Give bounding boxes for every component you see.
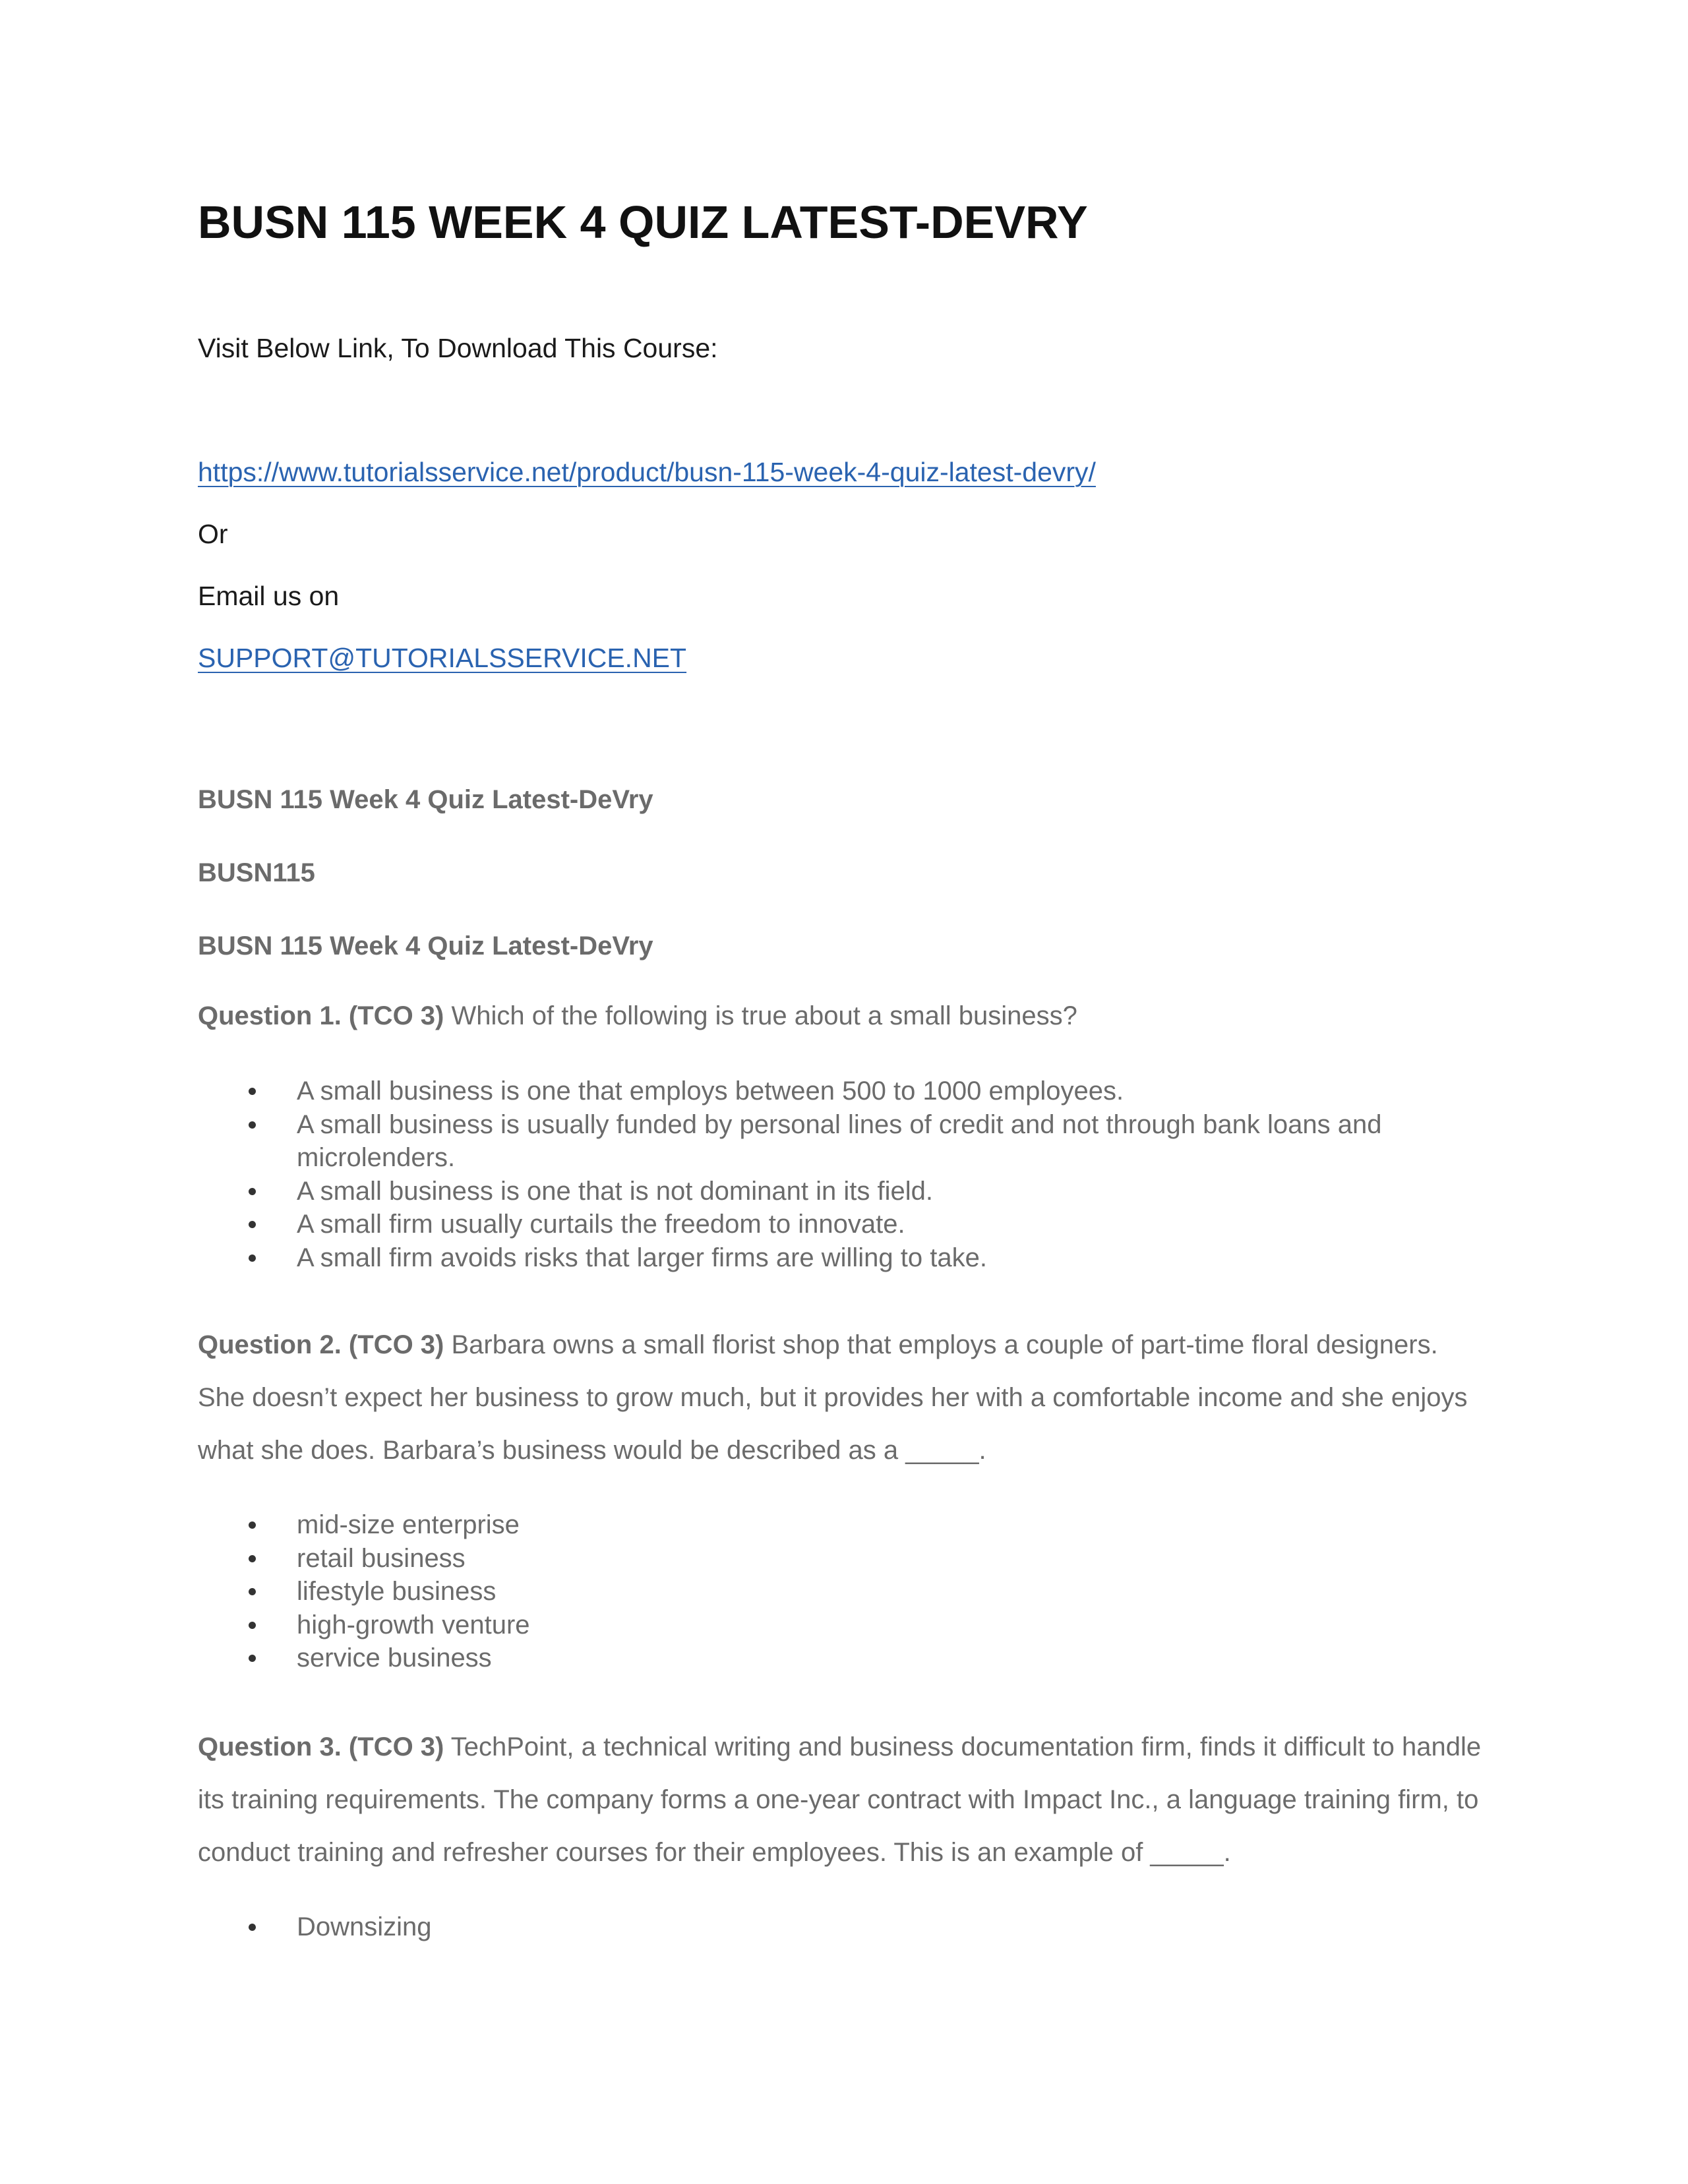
question-3-options: [198, 1910, 1490, 1944]
question-1-label: Question 1. (TCO 3): [198, 1001, 444, 1030]
question-3-label: Question 3. (TCO 3): [198, 1732, 444, 1761]
question-2-label: Question 2. (TCO 3): [198, 1330, 444, 1359]
section-heading-course-code: BUSN115: [198, 858, 315, 887]
email-label: Email us on: [198, 581, 340, 611]
list-item: Downsizing: [198, 1910, 1490, 1944]
list-item: A small firm usually curtails the freedom to innovate.: [198, 1208, 1490, 1241]
question-3-text: TechPoint, a technical writing and business documentation firm, finds it difficult to handle its training requirements. The company forms a one-year contract with Impact Inc., a language training firm, to conduct training and refresher courses for their employees. This is an example of _____.: [198, 1732, 1482, 1867]
list-item: A small business is usually funded by personal lines of credit and not through bank loans and microlenders.: [198, 1108, 1490, 1175]
list-item: service business: [198, 1641, 1490, 1675]
list-item: mid-size enterprise: [198, 1508, 1490, 1542]
list-item: A small firm avoids risks that larger firms are willing to take.: [198, 1241, 1490, 1275]
question-1-options: [198, 1075, 1490, 1274]
list-item: A small business is one that employs between 500 to 1000 employees.: [198, 1075, 1490, 1108]
list-item: lifestyle business: [198, 1575, 1490, 1608]
question-1-text: Which of the following is true about a small business?: [444, 1001, 1077, 1030]
question-2: [198, 1318, 1490, 1477]
download-intro-text: Visit Below Link, To Download This Course:: [198, 333, 718, 363]
question-2-text: Barbara owns a small florist shop that employs a couple of part-time floral designers. She doesn’t expect her business to grow much, but it provides her with a comfortable income and she enjoys what she does. Barbara’s business would be described as a _____.: [198, 1330, 1468, 1465]
support-email-link[interactable]: SUPPORT@TUTORIALSSERVICE.NET: [198, 643, 687, 673]
question-3: [198, 1721, 1490, 1879]
question-1: [198, 989, 1490, 1042]
course-download-link[interactable]: https://www.tutorialsservice.net/product/busn-115-week-4-quiz-latest-devry/: [198, 457, 1096, 487]
list-item: A small business is one that is not dominant in its field.: [198, 1175, 1490, 1208]
document-title: BUSN 115 WEEK 4 QUIZ LATEST-DEVRY: [198, 196, 1088, 248]
question-2-options: [198, 1508, 1490, 1675]
section-heading-course-title: BUSN 115 Week 4 Quiz Latest-DeVry: [198, 785, 653, 814]
list-item: high-growth venture: [198, 1608, 1490, 1642]
list-item: retail business: [198, 1542, 1490, 1576]
or-text: Or: [198, 519, 228, 549]
section-heading-course-title-repeat: BUSN 115 Week 4 Quiz Latest-DeVry: [198, 931, 653, 960]
